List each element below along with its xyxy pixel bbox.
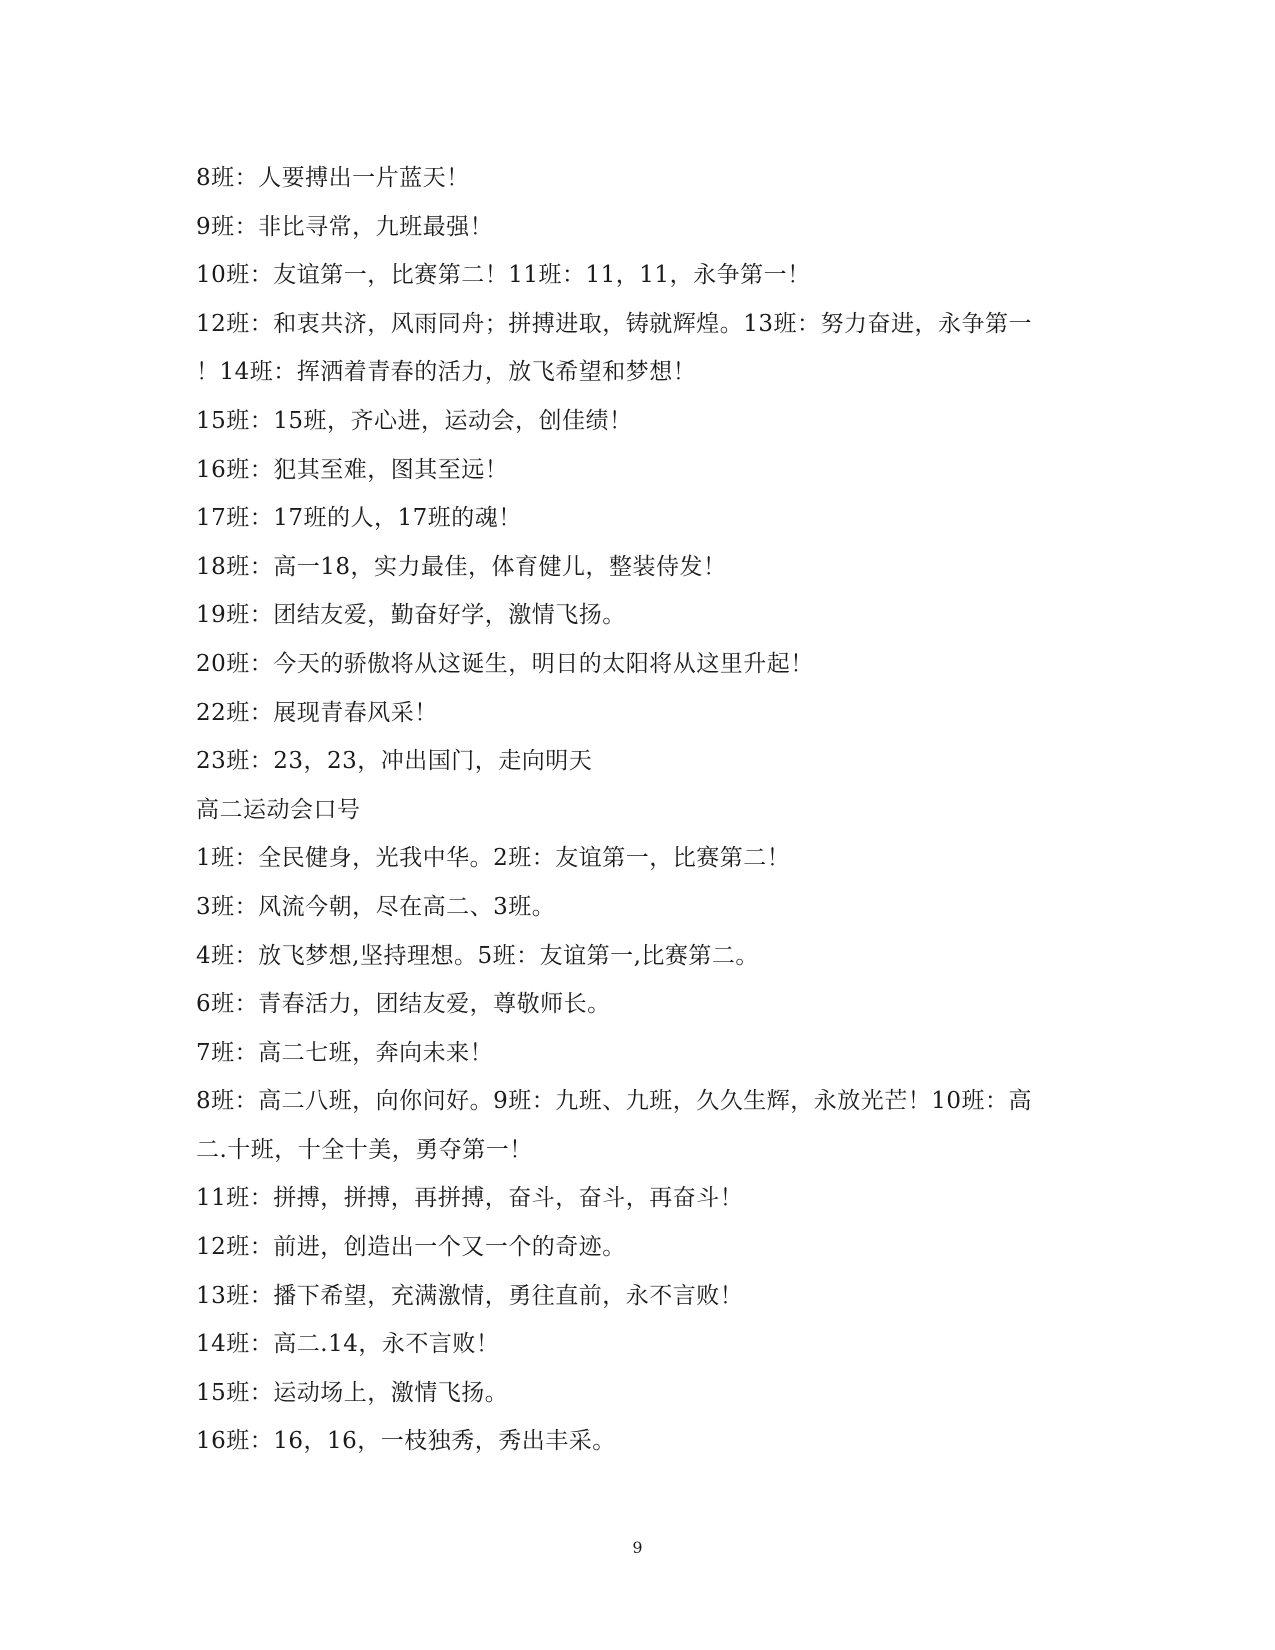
- document-body: [196, 154, 1076, 1466]
- text-line: 15班：15班，齐心进，运动会，创佳绩！: [196, 407, 633, 434]
- text-line: 8班：人要搏出一片蓝天！: [196, 165, 470, 191]
- text-line: 8班：高二八班，向你问好。9班：九班、九班，久久生辉，永放光芒！10班：高: [196, 1088, 1033, 1115]
- text-line: 23班：23，23，冲出国门，走向明天: [196, 748, 593, 775]
- text-line: ！14班：挥洒着青春的活力，放飞希望和梦想！: [196, 359, 697, 386]
- text-line: 20班：今天的骄傲将从这诞生，明日的太阳将从这里升起！: [196, 650, 814, 677]
- text-line: 3班：风流今朝，尽在高二、3班。: [196, 893, 556, 920]
- section-heading: 高二运动会口号: [196, 796, 361, 823]
- text-line: 18班：高一18，实力最佳，体育健儿，整装侍发！: [196, 553, 727, 580]
- text-line: 9班：非比寻常，九班最强！: [196, 213, 494, 240]
- text-line: 10班：友谊第一，比赛第二！11班：11，11，永争第一！: [196, 262, 811, 289]
- text-line: 6班：青春活力，团结友爱，尊敬师长。: [196, 991, 611, 1018]
- text-line: 11班：拼搏，拼搏，再拼搏，奋斗，奋斗，再奋斗！: [196, 1185, 744, 1212]
- text-line: 7班：高二七班，奔向未来！: [196, 1039, 494, 1066]
- text-line: 15班：运动场上，激情飞扬。: [196, 1379, 509, 1406]
- text-line: 二.十班，十全十美，勇夺第一！: [196, 1136, 533, 1163]
- text-line: 13班：播下希望，充满激情，勇往直前，永不言败！: [196, 1282, 744, 1309]
- text-line: 16班：犯其至难，图其至远！: [196, 456, 509, 483]
- page-number: 9: [632, 1538, 643, 1557]
- text-line: 17班：17班的人，17班的魂！: [196, 505, 522, 532]
- text-line: 4班：放飞梦想,坚持理想。5班：友谊第一,比赛第二。: [196, 942, 759, 969]
- text-line: 12班：和衷共济，风雨同舟；拼搏进取，铸就辉煌。13班：努力奋进，永争第一: [196, 310, 1033, 337]
- text-line: 1班：全民健身，光我中华。2班：友谊第一，比赛第二！: [196, 845, 791, 872]
- text-line: 22班：展现青春风采！: [196, 699, 438, 726]
- text-line: 14班：高二.14，永不言败！: [196, 1331, 500, 1358]
- text-line: 19班：团结友爱，勤奋好学，激情飞扬。: [196, 602, 626, 629]
- text-line: 16班：16，16，一枝独秀，秀出丰采。: [196, 1428, 616, 1455]
- text-line: 12班：前进，创造出一个又一个的奇迹。: [196, 1234, 626, 1261]
